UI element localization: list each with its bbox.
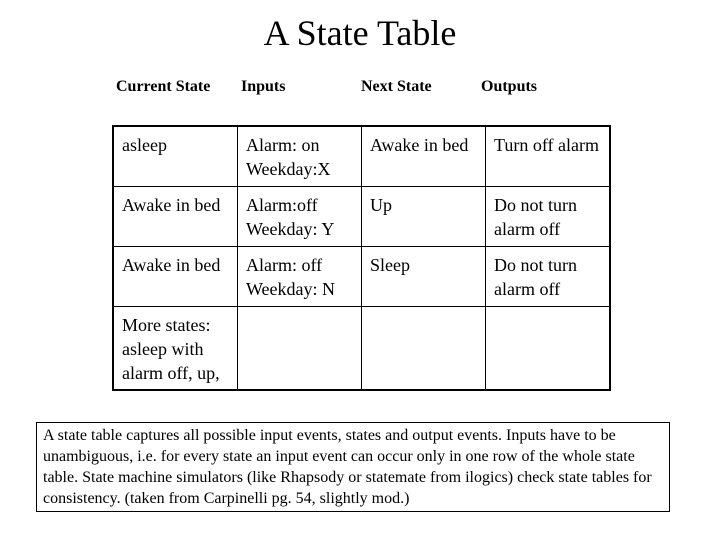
table-row — [113, 307, 610, 391]
input-line: Alarm: off — [246, 255, 323, 275]
input-line: Weekday:X — [246, 159, 331, 179]
input-line: Alarm:off — [246, 195, 318, 215]
cell-next: Awake in bed — [362, 126, 486, 187]
cell-outputs: Do not turn alarm off — [486, 247, 611, 307]
header-next-state: Next State — [361, 78, 432, 95]
cell-current: More states: asleep with alarm off, up, — [113, 307, 238, 391]
input-line: Weekday: N — [246, 279, 336, 299]
cell-next: Up — [362, 187, 486, 247]
caption-box: A state table captures all possible input events, states and output events. Inputs have to be unambiguous, i.e. for every state an input event can occur only in one row of the whole state table. State machine simulators (like Rhapsody or statemate from ilogics) check state tables for consistency. (taken from Carpinelli pg. 54, slightly mod.) — [36, 422, 670, 512]
header-inputs: Inputs — [241, 78, 286, 95]
cell-current: Awake in bed — [113, 247, 238, 307]
header-outputs: Outputs — [481, 78, 538, 95]
cell-outputs — [486, 307, 611, 391]
slide-title: A State Table — [263, 13, 457, 53]
cell-inputs — [238, 307, 362, 391]
table-row — [113, 187, 610, 247]
cell-inputs — [238, 187, 362, 247]
input-line: Weekday: Y — [246, 219, 335, 239]
cell-next — [362, 307, 486, 391]
input-line: Alarm: on — [246, 135, 320, 155]
state-table — [112, 125, 611, 391]
table-row — [113, 247, 610, 307]
cell-outputs: Do not turn alarm off — [486, 187, 611, 247]
cell-current: Awake in bed — [113, 187, 238, 247]
cell-current: asleep — [113, 126, 238, 187]
cell-next: Sleep — [362, 247, 486, 307]
cell-outputs: Turn off alarm — [486, 126, 611, 187]
cell-inputs — [238, 126, 362, 187]
table-row — [113, 126, 610, 187]
header-current-state: Current State — [116, 78, 211, 95]
cell-inputs — [238, 247, 362, 307]
